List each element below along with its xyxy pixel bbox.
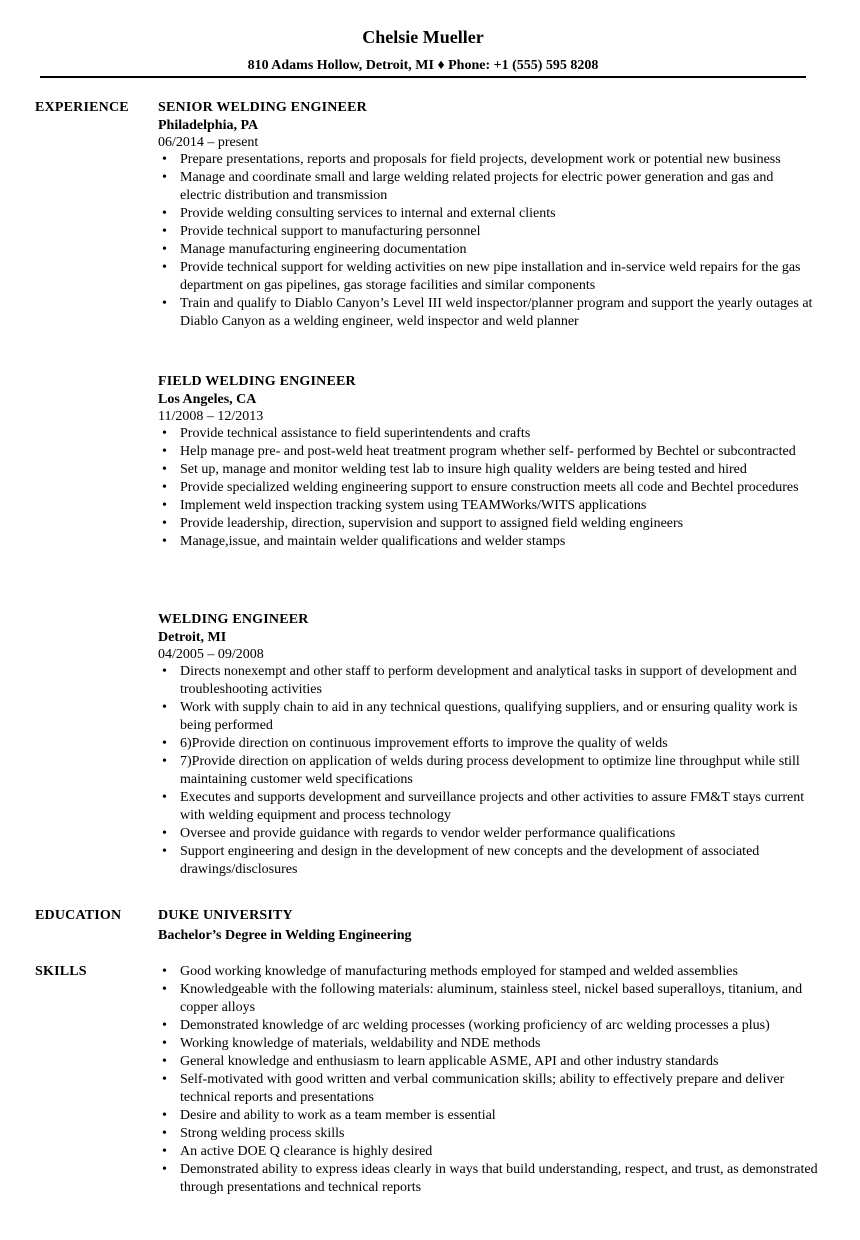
bullet-icon: • — [162, 426, 167, 441]
bullet-icon: • — [162, 1126, 167, 1141]
list-item: • Provide leadership, direction, supervision and support to assigned field welding engineers — [162, 516, 684, 531]
bullet-icon: • — [162, 1144, 167, 1159]
bullet-icon: • — [162, 844, 167, 859]
list-item: • Help manage pre- and post-weld heat treatment program whether self- performed by Bechtel or subcontracted — [162, 444, 796, 459]
list-item: • Provide specialized welding engineering support to ensure construction meets all code and Bechtel procedures — [162, 480, 799, 495]
job-title: SENIOR WELDING ENGINEER — [158, 100, 367, 115]
skills-list — [158, 963, 818, 1197]
header-divider — [40, 76, 806, 78]
job-location: Los Angeles, CA — [158, 392, 257, 407]
bullet-icon: • — [162, 462, 167, 477]
list-item: • Implement weld inspection tracking system using TEAMWorks/WITS applications — [162, 498, 647, 513]
list-item: • General knowledge and enthusiasm to learn applicable ASME, API and other industry standards — [162, 1054, 719, 1069]
job-bullets — [158, 151, 818, 331]
list-item: • Oversee and provide guidance with regards to vendor welder performance qualifications — [162, 826, 676, 841]
bullet-icon: • — [162, 534, 167, 549]
bullet-icon: • — [162, 152, 167, 167]
list-item: • Manage manufacturing engineering documentation — [162, 242, 467, 257]
job-dates: 06/2014 – present — [158, 135, 259, 150]
bullet-icon: • — [162, 1162, 167, 1177]
bullet-icon: • — [162, 826, 167, 841]
job-entry — [158, 99, 818, 331]
bullet-icon: • — [162, 1108, 167, 1123]
bullet-icon: • — [162, 260, 167, 275]
job-dates: 04/2005 – 09/2008 — [158, 647, 264, 662]
list-item: • Provide welding consulting services to internal and external clients — [162, 206, 556, 221]
job-entry — [158, 611, 818, 879]
list-item: • Set up, manage and monitor welding test lab to insure high quality welders are being tested and hired — [162, 462, 747, 477]
list-item: • Train and qualify to Diablo Canyon’s Level III weld inspector/planner program and support the yearly outages at Diablo Canyon as a welding engineer, weld inspector and weld planner — [162, 296, 813, 329]
list-item: • Manage and coordinate small and large welding related projects for electric power generation and gas and electric distribution and transmission — [162, 170, 774, 203]
list-item: • Demonstrated ability to express ideas clearly in ways that build understanding, respect, and trust, as demonstrated through presentations and technical reports — [162, 1162, 818, 1195]
bullet-icon: • — [162, 1072, 167, 1087]
job-bullets — [158, 425, 818, 551]
list-item: • An active DOE Q clearance is highly desired — [162, 1144, 433, 1159]
education-body — [158, 907, 818, 945]
school-name: DUKE UNIVERSITY — [158, 908, 293, 923]
bullet-icon: • — [162, 242, 167, 257]
contact-line: 810 Adams Hollow, Detroit, MI ♦ Phone: +1 (555) 595 8208 — [247, 58, 599, 73]
bullet-icon: • — [162, 700, 167, 715]
list-item: • Manage,issue, and maintain welder qualifications and welder stamps — [162, 534, 566, 549]
bullet-icon: • — [162, 982, 167, 997]
list-item: • Desire and ability to work as a team member is essential — [162, 1108, 496, 1123]
list-item: • Knowledgeable with the following materials: aluminum, stainless steel, nickel based superalloys, titanium, and copper alloys — [162, 982, 803, 1015]
bullet-icon: • — [162, 964, 167, 979]
bullet-icon: • — [162, 480, 167, 495]
list-item: • Demonstrated knowledge of arc welding processes (working proficiency of arc welding processes a plus) — [162, 1018, 770, 1033]
job-entry — [158, 373, 818, 551]
list-item: • Working knowledge of materials, weldability and NDE methods — [162, 1036, 541, 1051]
bullet-icon: • — [162, 1036, 167, 1051]
list-item: • Executes and supports development and surveillance projects and other activities to assure FM&T stays current with welding equipment and process technology — [162, 790, 805, 823]
bullet-icon: • — [162, 170, 167, 185]
resume-header — [0, 25, 846, 75]
bullet-icon: • — [162, 224, 167, 239]
list-item: • Provide technical support to manufacturing personnel — [162, 224, 481, 239]
candidate-name: Chelsie Mueller — [362, 27, 484, 47]
job-dates: 11/2008 – 12/2013 — [158, 409, 264, 424]
list-item: • 6)Provide direction on continuous improvement efforts to improve the quality of welds — [162, 736, 668, 751]
list-item: • Self-motivated with good written and verbal communication skills; ability to effectively prepare and deliver technical reports and presentations — [162, 1072, 785, 1105]
list-item: • Provide technical assistance to field superintendents and crafts — [162, 426, 531, 441]
bullet-icon: • — [162, 444, 167, 459]
list-item: • Directs nonexempt and other staff to perform development and analytical tasks in support of development and troubleshooting activities — [162, 664, 797, 697]
job-bullets — [158, 663, 818, 879]
list-item: • Provide technical support for welding activities on new pipe installation and in-service weld repairs for the gas department on gas pipelines, gas storage facilities and similar components — [162, 260, 801, 293]
experience-heading: EXPERIENCE — [35, 100, 129, 115]
job-title: FIELD WELDING ENGINEER — [158, 374, 356, 389]
skills-heading: SKILLS — [35, 964, 87, 979]
list-item: • Prepare presentations, reports and proposals for field projects, development work or potential new business — [162, 152, 781, 167]
bullet-icon: • — [162, 498, 167, 513]
list-item: • 7)Provide direction on application of welds during process development to optimize line throughput while still maintaining customer weld specifications — [162, 754, 800, 787]
job-location: Philadelphia, PA — [158, 118, 259, 133]
bullet-icon: • — [162, 516, 167, 531]
bullet-icon: • — [162, 1054, 167, 1069]
list-item: • Support engineering and design in the development of new concepts and the development of associated drawings/disclosures — [162, 844, 760, 877]
bullet-icon: • — [162, 664, 167, 679]
degree: Bachelor’s Degree in Welding Engineering — [158, 928, 412, 943]
bullet-icon: • — [162, 206, 167, 221]
job-location: Detroit, MI — [158, 630, 227, 645]
bullet-icon: • — [162, 736, 167, 751]
education-heading: EDUCATION — [35, 908, 122, 923]
skills-body — [158, 963, 818, 1197]
bullet-icon: • — [162, 790, 167, 805]
job-title: WELDING ENGINEER — [158, 612, 309, 627]
list-item: • Strong welding process skills — [162, 1126, 345, 1141]
list-item: • Work with supply chain to aid in any technical questions, qualifying suppliers, and or ensuring quality work is being performed — [162, 700, 798, 733]
bullet-icon: • — [162, 1018, 167, 1033]
bullet-icon: • — [162, 754, 167, 769]
bullet-icon: • — [162, 296, 167, 311]
list-item: • Good working knowledge of manufacturing methods employed for stamped and welded assemblies — [162, 964, 738, 979]
